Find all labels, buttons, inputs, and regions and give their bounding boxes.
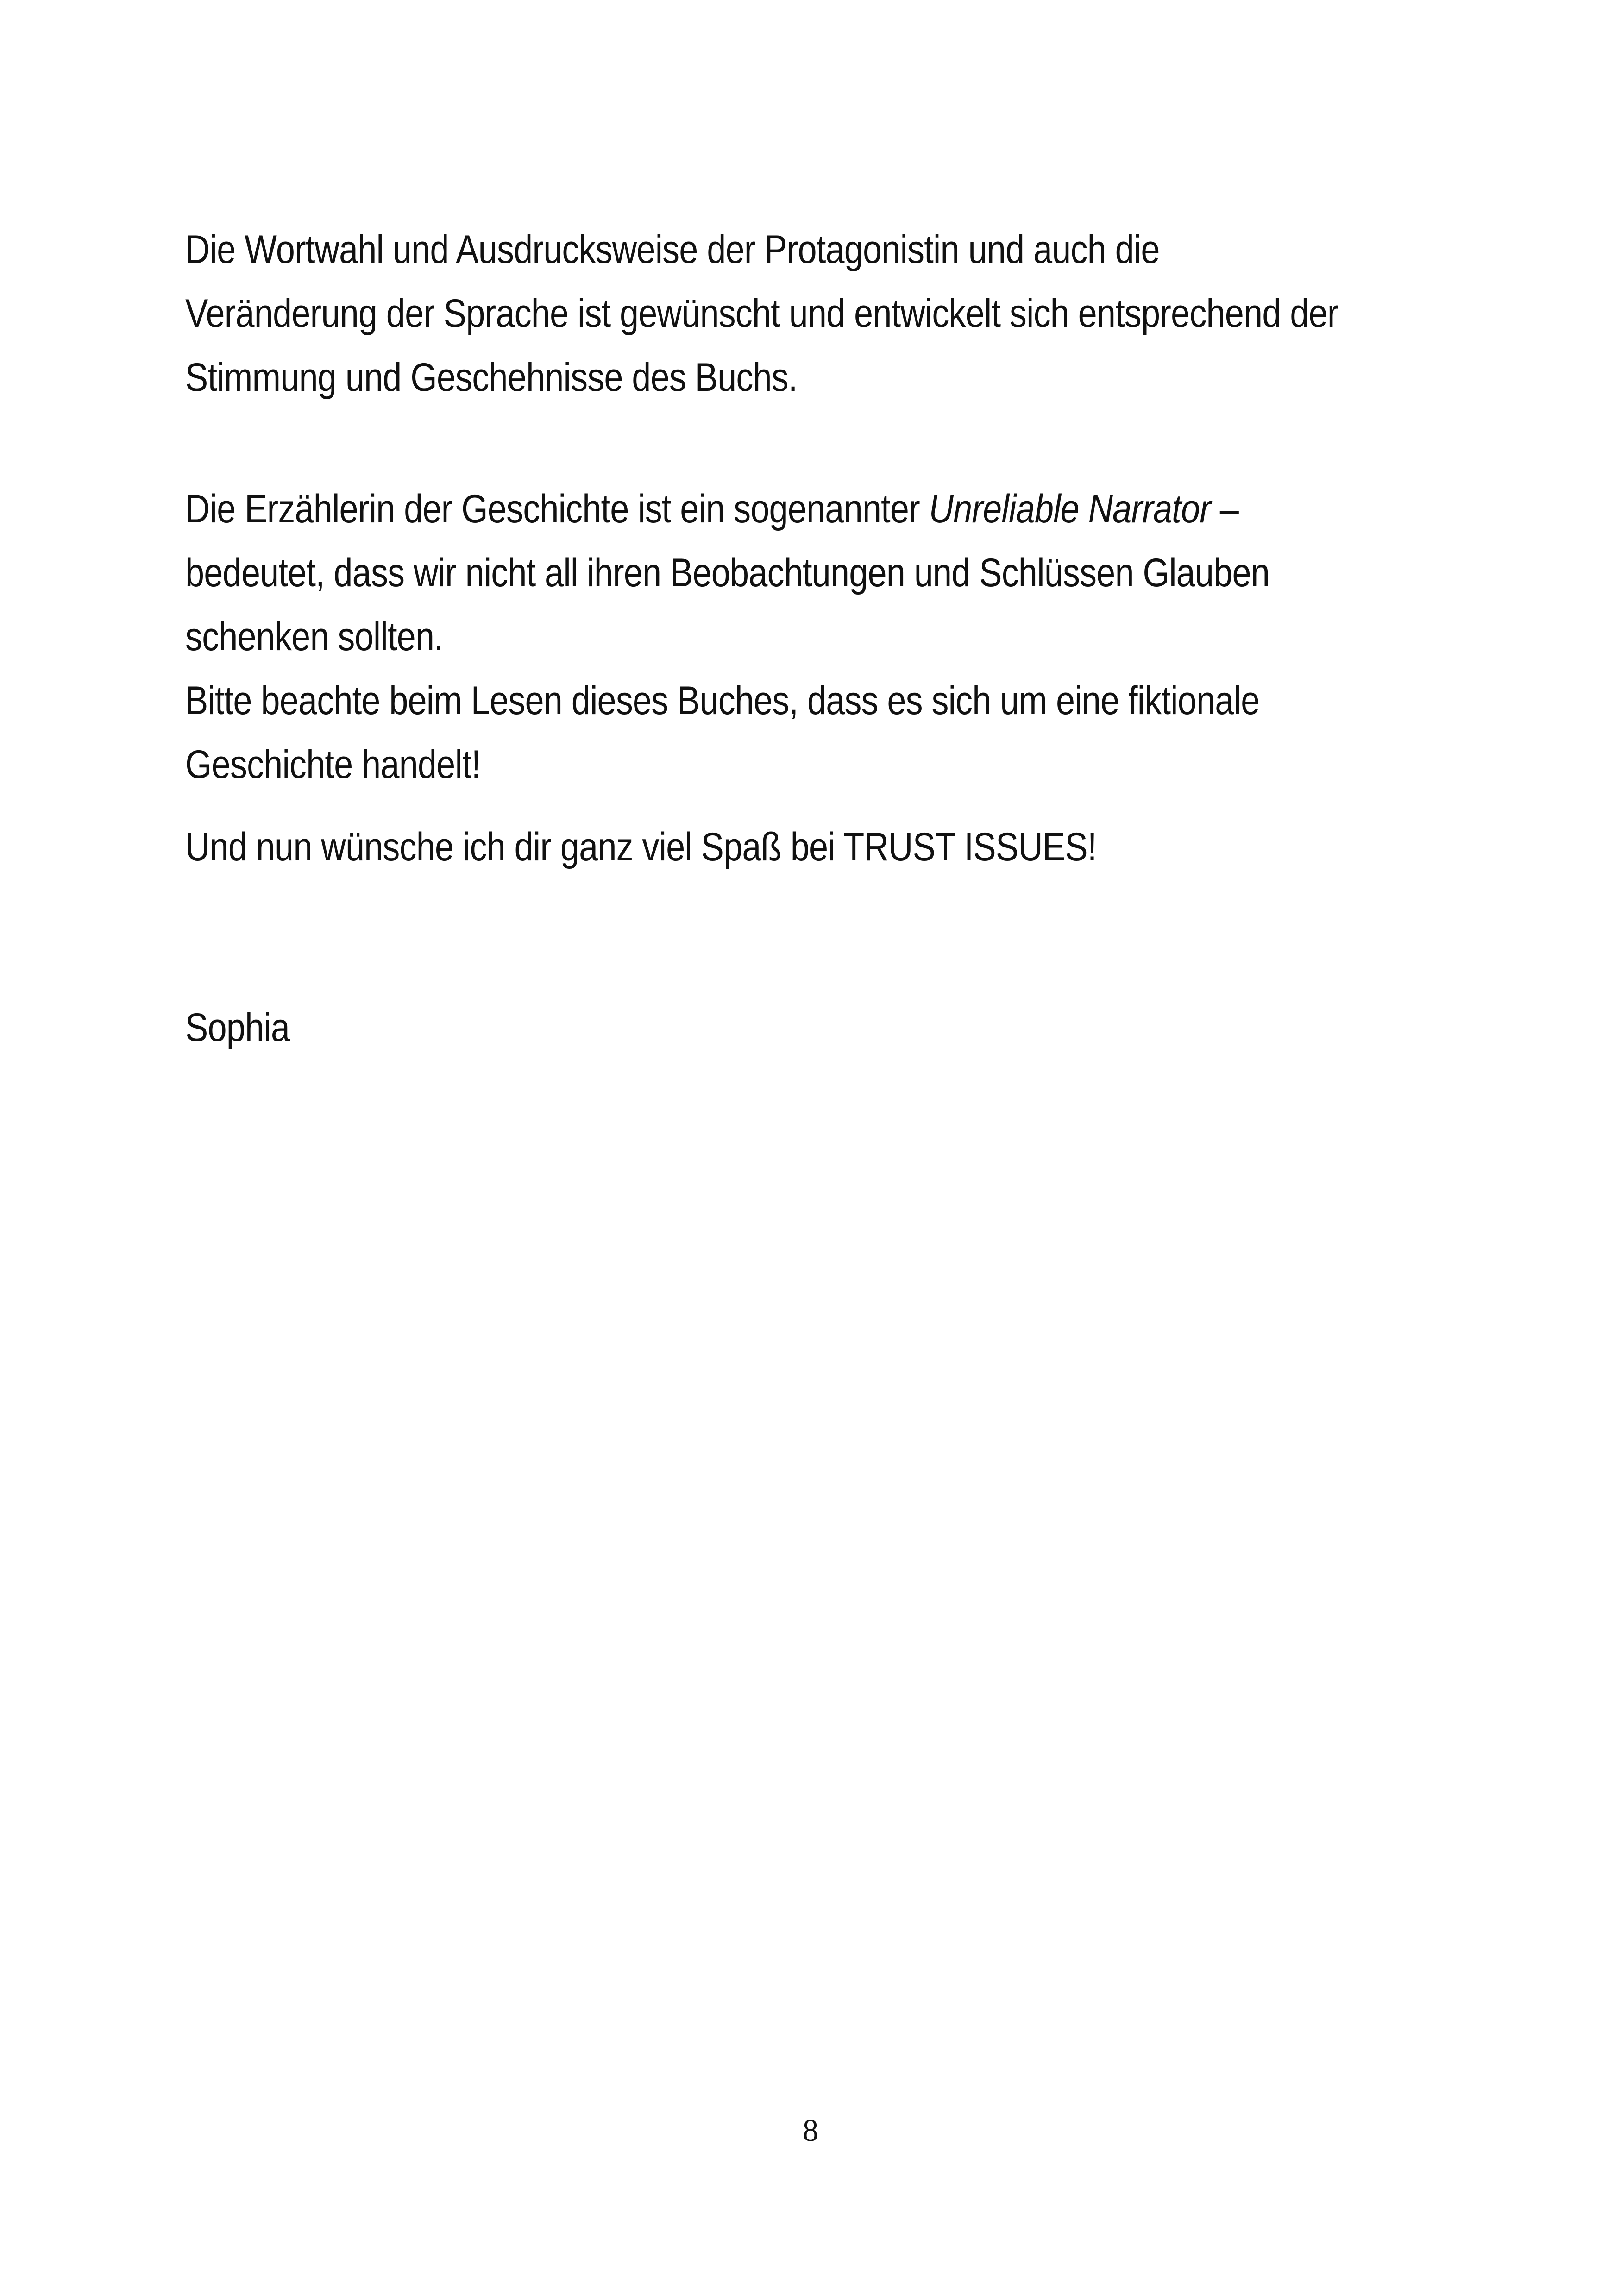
text-line: schenken sollten. [185, 615, 443, 659]
text-line: Geschichte handelt! [185, 742, 481, 787]
paragraph-closing-wish [185, 815, 1293, 879]
text-line: Stimmung und Geschehnisse des Buchs. [185, 355, 798, 400]
page-number: 8 [803, 2113, 818, 2148]
text-line: Veränderung der Sprache ist gewünscht und entwickelt sich entsprechend der [185, 291, 1338, 336]
text-line: Die Wortwahl und Ausdrucksweise der Protagonistin und auch die [185, 227, 1160, 272]
paragraph-narrator-note [185, 477, 1293, 797]
italic-term: Unreliable Narrator [929, 487, 1211, 531]
text-line: bedeutet, dass wir nicht all ihren Beobachtungen und Schlüssen Glauben [185, 551, 1270, 595]
text-line: Und nun wünsche ich dir ganz viel Spaß bei TRUST ISSUES! [185, 825, 1097, 869]
text-fragment: Die Erzählerin der Geschichte ist ein sogenannter [185, 487, 929, 531]
text-line: Bitte beachte beim Lesen dieses Buches, dass es sich um eine fiktionale [185, 678, 1260, 723]
text-fragment: – [1211, 487, 1238, 531]
signature [185, 996, 1293, 1060]
signature-name: Sophia [185, 1005, 290, 1050]
paragraph-language-note [185, 218, 1338, 409]
text-line [185, 477, 1293, 541]
